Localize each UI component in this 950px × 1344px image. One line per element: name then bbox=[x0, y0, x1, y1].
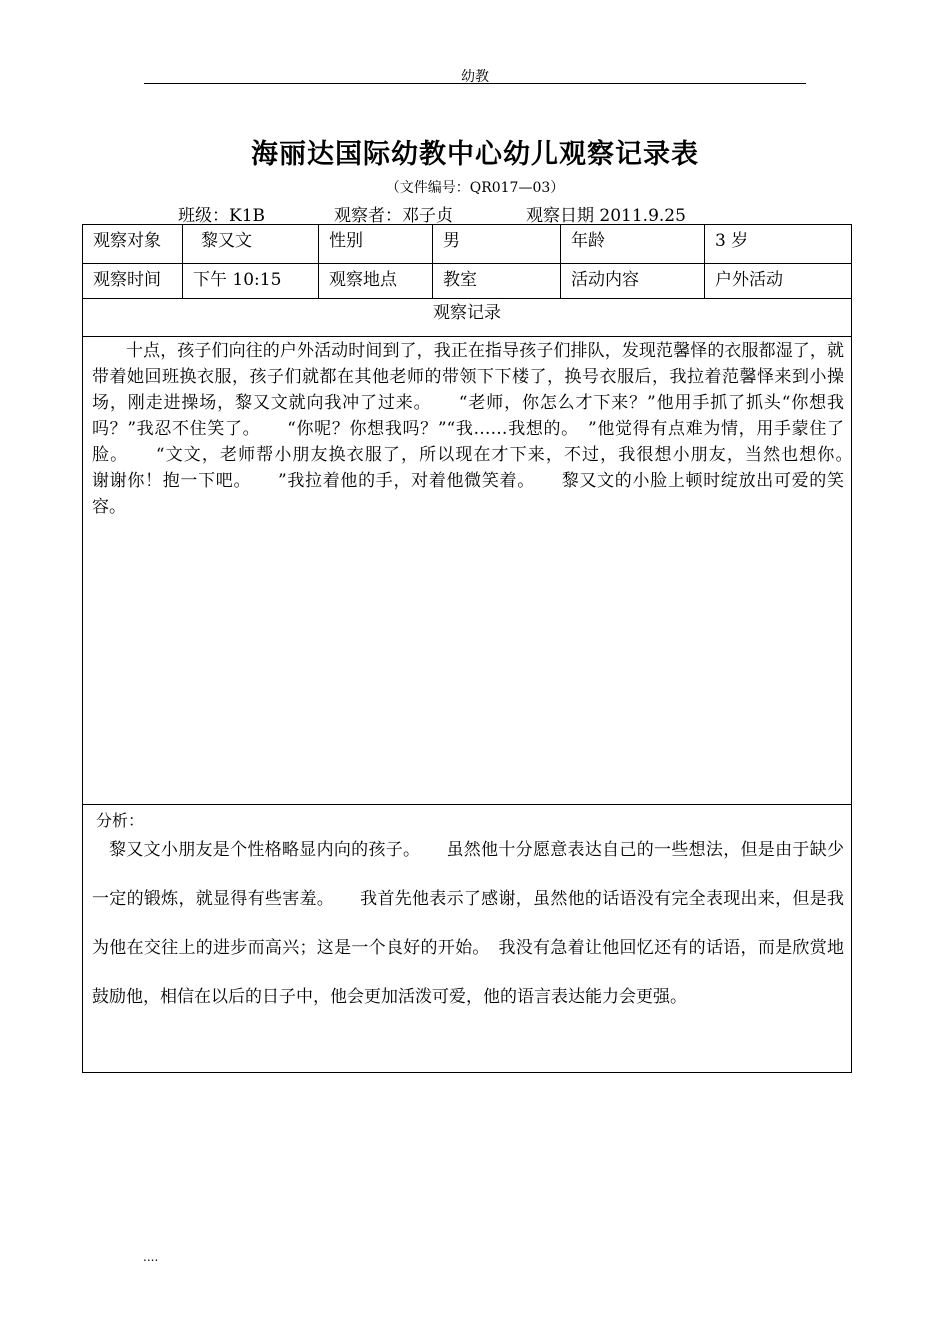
observer-label: 观察者：邓子贞 bbox=[334, 206, 453, 226]
page-footer: .... bbox=[143, 1250, 159, 1264]
location-value: 教室 bbox=[432, 263, 561, 299]
date-label: 观察日期 2011.9.25 bbox=[526, 206, 686, 226]
analysis-label: 分析： bbox=[96, 811, 145, 830]
header-divider bbox=[144, 83, 806, 84]
time-label: 观察时间 bbox=[82, 263, 183, 299]
gender-value: 男 bbox=[432, 224, 561, 264]
activity-value: 户外活动 bbox=[704, 263, 852, 299]
gender-label: 性别 bbox=[318, 224, 433, 264]
age-label: 年龄 bbox=[560, 224, 705, 264]
analysis-body: 黎又文小朋友是个性格略显内向的孩子。 虽然他十分愿意表达自己的一些想法，但是由于缺少一定的锻炼，就显得有些害羞。 我首先他表示了感谢，虽然他的话语没有完全表现出来，但是我为他在交往上的进步而高兴；这是一个良好的开始。 我没有急着让他回忆还有的话语，而是欣赏地鼓励他，相信在以后的日子中，他会更加活泼可爱，他的语言表达能力会更强。 bbox=[92, 840, 844, 1007]
subject-value: 黎又文 bbox=[182, 224, 319, 264]
record-body: 十点，孩子们向往的户外活动时间到了，我正在指导孩子们排队，发现范馨怿的衣服都湿了，就带着她回班换衣服，孩子们就都在其他老师的带领下下楼了，换号衣服后，我拉着范馨怿来到小操场，刚走进操场，黎又文就向我冲了过来。 “老师，你怎么才下来？”他用手抓了抓头“你想我吗？”我忍不住笑了。 “你呢？你想我吗？”“我……我想的。 ”他觉得有点难为情，用手蒙住了脸。 “文文，老师帮小朋友换衣服了，所以现在才下来，不过，我很想小朋友，当然也想你。 谢谢你！抱一下吧。 ”我拉着他的手，对着他微笑着。 黎又文的小脸上顿时绽放出可爱的笑容。 bbox=[92, 341, 878, 517]
record-title: 观察记录 bbox=[433, 303, 501, 323]
page-header: 幼教 bbox=[461, 69, 489, 85]
subject-label: 观察对象 bbox=[82, 224, 183, 264]
age-value: 3 岁 bbox=[704, 224, 852, 264]
page-title: 海丽达国际幼教中心幼儿观察记录表 bbox=[251, 139, 699, 170]
location-label: 观察地点 bbox=[318, 263, 433, 299]
file-code: （文件编号：QR017—03） bbox=[385, 180, 565, 196]
class-label: 班级：K1B bbox=[178, 206, 266, 226]
activity-label: 活动内容 bbox=[560, 263, 705, 299]
time-value: 下午 10:15 bbox=[182, 263, 319, 299]
